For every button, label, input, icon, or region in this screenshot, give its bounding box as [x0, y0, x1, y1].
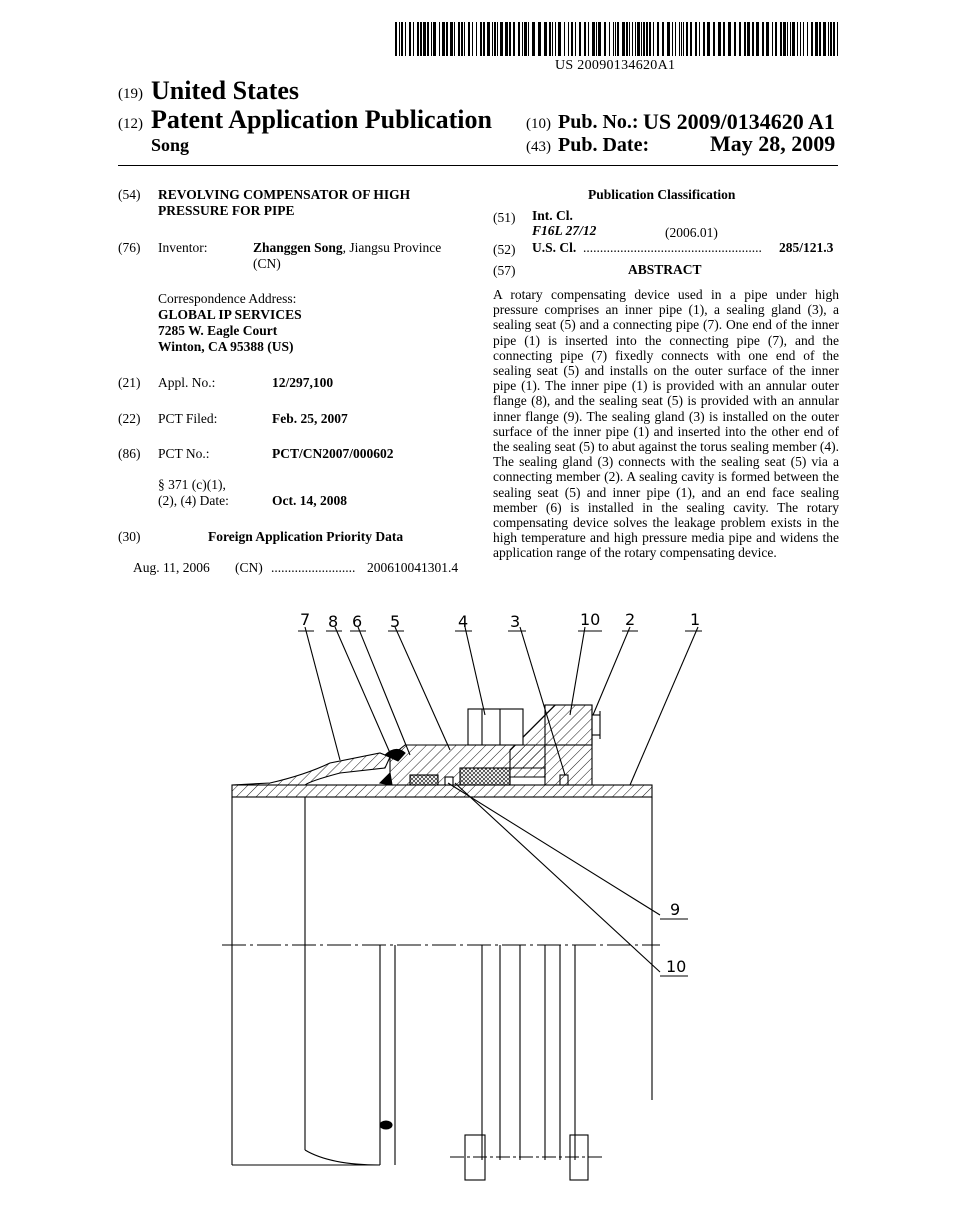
barcode-bar [522, 22, 523, 56]
inventor-label: Inventor: [158, 240, 208, 255]
barcode [395, 22, 838, 56]
barcode-bar [568, 22, 569, 56]
barcode-bar [662, 22, 664, 56]
uscl-label: U.S. Cl. [532, 240, 577, 255]
abstract-code: (57) [493, 263, 516, 278]
pub-class-title: Publication Classification [588, 187, 736, 202]
inventor-code: (76) [118, 240, 141, 255]
country: United States [151, 76, 300, 105]
barcode-bar [675, 22, 676, 56]
correspondence-label: Correspondence Address: [158, 291, 297, 306]
intcl-code: (51) [493, 210, 516, 225]
barcode-bar [604, 22, 606, 56]
barcode-bar [657, 22, 659, 56]
barcode-bar [417, 22, 419, 56]
uscl-dots: ..................................................... [583, 240, 762, 255]
pub-date-label: Pub. Date: [558, 134, 650, 156]
barcode-bar [792, 22, 795, 56]
title-line-2: PRESSURE FOR PIPE [158, 203, 295, 218]
label-5: 5 [390, 612, 401, 631]
barcode-bar [513, 22, 515, 56]
correspondence-line-1: GLOBAL IP SERVICES [158, 307, 302, 322]
barcode-bar [592, 22, 595, 56]
weld-lower [380, 773, 392, 785]
s371-line-2: (2), (4) Date: [158, 493, 229, 508]
intcl-value: F16L 27/12 [532, 223, 597, 238]
label-2: 2 [625, 610, 636, 629]
barcode-bar [667, 22, 670, 56]
barcode-bar [819, 22, 821, 56]
barcode-number: US 20090134620A1 [555, 58, 676, 73]
title-code: (54) [118, 187, 141, 202]
barcode-bar [713, 22, 715, 56]
pub-no: US 2009/0134620 A1 [643, 109, 835, 134]
code-19: (19) [118, 86, 143, 102]
barcode-bar [683, 22, 684, 56]
barcode-bar [454, 22, 455, 56]
barcode-bar [433, 22, 436, 56]
pct-no-label: PCT No.: [158, 446, 210, 461]
inventor-location: , Jiangsu Province [342, 240, 442, 255]
correspondence-line-2: 7285 W. Eagle Court [158, 323, 278, 338]
inventor-country: (CN) [253, 256, 281, 271]
barcode-bar [718, 22, 721, 56]
barcode-bar [500, 22, 503, 56]
inventor-name: Zhanggen Song [253, 240, 343, 255]
barcode-bar [609, 22, 610, 56]
barcode-bar [681, 22, 682, 56]
barcode-bar [762, 22, 764, 56]
barcode-bar [747, 22, 750, 56]
barcode-bar [395, 22, 397, 56]
barcode-bar [837, 22, 838, 56]
appl-label: Appl. No.: [158, 375, 216, 390]
document-type: Patent Application Publication [151, 105, 492, 134]
barcode-bar [409, 22, 411, 56]
barcode-bar [744, 22, 746, 56]
pct-no: PCT/CN2007/000602 [272, 446, 394, 461]
barcode-bar [690, 22, 692, 56]
header-rule [118, 165, 838, 166]
barcode-bar [596, 22, 597, 56]
barcode-bar [492, 22, 493, 56]
uscl-value: 285/121.3 [779, 240, 834, 255]
barcode-bar [464, 22, 465, 56]
barcode-bar [413, 22, 414, 56]
intcl-label: Int. Cl. [532, 208, 573, 223]
barcode-bar [775, 22, 777, 56]
barcode-bar [497, 22, 498, 56]
barcode-bar [423, 22, 426, 56]
pct-no-code: (86) [118, 446, 141, 461]
barcode-bar [815, 22, 818, 56]
barcode-bar [790, 22, 791, 56]
barcode-bar [528, 22, 529, 56]
appl-code: (21) [118, 375, 141, 390]
barcode-bar [476, 22, 477, 56]
label-10-top: 10 [580, 610, 601, 629]
uscl-code: (52) [493, 242, 516, 257]
barcode-bar [401, 22, 403, 56]
s371-date: Oct. 14, 2008 [272, 493, 347, 508]
barcode-bar [472, 22, 473, 56]
barcode-bar [571, 22, 573, 56]
barcode-bar [458, 22, 460, 56]
barcode-bar [552, 22, 553, 56]
barcode-bar [405, 22, 406, 56]
barcode-bar [524, 22, 527, 56]
barcode-bar [828, 22, 829, 56]
intcl-year: (2006.01) [665, 225, 718, 240]
barcode-bar [450, 22, 453, 56]
pub-no-label: Pub. No.: [558, 111, 639, 133]
barcode-bar [461, 22, 463, 56]
connecting-pipe [232, 753, 390, 785]
barcode-bar [807, 22, 808, 56]
barcode-bar [632, 22, 633, 56]
label-7: 7 [300, 610, 311, 629]
barcode-bar [672, 22, 673, 56]
barcode-bar [626, 22, 628, 56]
barcode-bar [544, 22, 547, 56]
pct-filed-label: PCT Filed: [158, 411, 218, 426]
barcode-bar [739, 22, 741, 56]
barcode-bar [643, 22, 645, 56]
label-4: 4 [458, 612, 469, 631]
barcode-bar [833, 22, 835, 56]
barcode-bar [575, 22, 576, 56]
barcode-bar [637, 22, 640, 56]
barcode-bar [728, 22, 731, 56]
barcode-bar [564, 22, 565, 56]
label-6: 6 [352, 612, 363, 631]
code-43: (43) [526, 139, 551, 155]
abstract-title: ABSTRACT [628, 262, 702, 277]
barcode-bar [629, 22, 630, 56]
priority-code: (30) [118, 529, 141, 544]
label-9: 9 [670, 900, 681, 919]
barcode-bar [584, 22, 586, 56]
barcode-bar [431, 22, 432, 56]
barcode-bar [505, 22, 508, 56]
barcode-bar [803, 22, 804, 56]
barcode-bar [420, 22, 422, 56]
bolt-head-left [468, 709, 523, 745]
priority-dots: ......................... [271, 560, 356, 575]
inventor-line [253, 240, 441, 256]
barcode-bar [649, 22, 651, 56]
pct-filed-code: (22) [118, 411, 141, 426]
barcode-bar [446, 22, 448, 56]
barcode-bar [800, 22, 801, 56]
barcode-bar [442, 22, 445, 56]
barcode-bar [780, 22, 782, 56]
pct-filed-date: Feb. 25, 2007 [272, 411, 348, 426]
inner-pipe-wall [232, 785, 652, 797]
barcode-bar [641, 22, 642, 56]
barcode-bar [823, 22, 826, 56]
barcode-bar [766, 22, 769, 56]
barcode-bar [555, 22, 556, 56]
barcode-bar [439, 22, 440, 56]
weld-bottom [380, 1121, 392, 1129]
correspondence-line-3: Winton, CA 95388 (US) [158, 339, 294, 354]
priority-country: (CN) [235, 560, 263, 575]
barcode-bar [699, 22, 700, 56]
barcode-bar [579, 22, 581, 56]
barcode-bar [703, 22, 705, 56]
barcode-bar [707, 22, 710, 56]
barcode-bar [811, 22, 813, 56]
pub-date: May 28, 2009 [710, 131, 836, 156]
barcode-bar [399, 22, 400, 56]
barcode-bar [483, 22, 485, 56]
barcode-bar [686, 22, 688, 56]
barcode-bar [468, 22, 470, 56]
barcode-bar [695, 22, 697, 56]
abstract-text: A rotary compensating device used in a pipe under high pressure comprises an inner pipe (1), a sealing gland (3), a sealing seat (5) and a connecting pipe (7). One end of the inner pipe (1) is inserted into the connecting pipe (7), and the connecting pipe (7) fixedly connects with one end of the sealing seat (5) and installs on the outer surface of the inner pipe (1). The inner pipe (1) is provided with an annular outer flange (8), and the sealing seat (5) is provided with an annular inner flange (9). The sealing gland (3) is installed on the outer surface of the inner pipe (1) and inserted into the other end of the sealing seat (5) to abut against the torus sealing member (4). The sealing gland (3) connects with the sealing seat (5) via a connecting member (2). A sealing cavity is formed between the sealing seat (5) and inner pipe (1), and an end face sealing member (6) is installed in the sealing cavity. The rotary compensating device solves the leakage problem exists in the high temperature and high pressure media pipe and widens the application range of the rotary compensating device. [493, 287, 839, 561]
code-12: (12) [118, 116, 143, 132]
barcode-bar [617, 22, 619, 56]
barcode-bar [756, 22, 759, 56]
barcode-bar [480, 22, 482, 56]
barcode-bar [783, 22, 786, 56]
title-line-1: REVOLVING COMPENSATOR OF HIGH [158, 187, 411, 202]
barcode-bar [588, 22, 589, 56]
barcode-bar [532, 22, 535, 56]
barcode-bar [734, 22, 736, 56]
inventor-surname: Song [151, 135, 190, 155]
barcode-bar [723, 22, 725, 56]
barcode-bar [494, 22, 496, 56]
label-8: 8 [328, 612, 339, 631]
barcode-bar [679, 22, 680, 56]
code-10: (10) [526, 116, 551, 132]
patent-drawing [210, 605, 710, 1190]
barcode-bar [427, 22, 429, 56]
barcode-bar [752, 22, 754, 56]
barcode-bar [797, 22, 798, 56]
barcode-bar [487, 22, 490, 56]
priority-date: Aug. 11, 2006 [133, 560, 210, 575]
barcode-bar [622, 22, 625, 56]
barcode-bar [518, 22, 520, 56]
barcode-bar [635, 22, 636, 56]
barcode-bar [538, 22, 541, 56]
appl-no: 12/297,100 [272, 375, 334, 390]
barcode-bar [558, 22, 561, 56]
barcode-bar [549, 22, 551, 56]
barcode-bar [615, 22, 616, 56]
s371-line-1: § 371 (c)(1), [158, 477, 226, 492]
barcode-bar [598, 22, 601, 56]
priority-number: 200610041301.4 [367, 560, 459, 575]
barcode-bar [509, 22, 511, 56]
barcode-bar [653, 22, 654, 56]
seal-packing-left [410, 775, 438, 785]
barcode-bar [787, 22, 788, 56]
label-10-bottom: 10 [666, 957, 687, 976]
barcode-bar [772, 22, 773, 56]
barcode-bar [613, 22, 614, 56]
seal-packing-main [460, 768, 510, 785]
barcode-bar [646, 22, 648, 56]
barcode-bar [830, 22, 832, 56]
label-3: 3 [510, 612, 521, 631]
label-1: 1 [690, 610, 701, 629]
priority-title: Foreign Application Priority Data [208, 529, 404, 544]
